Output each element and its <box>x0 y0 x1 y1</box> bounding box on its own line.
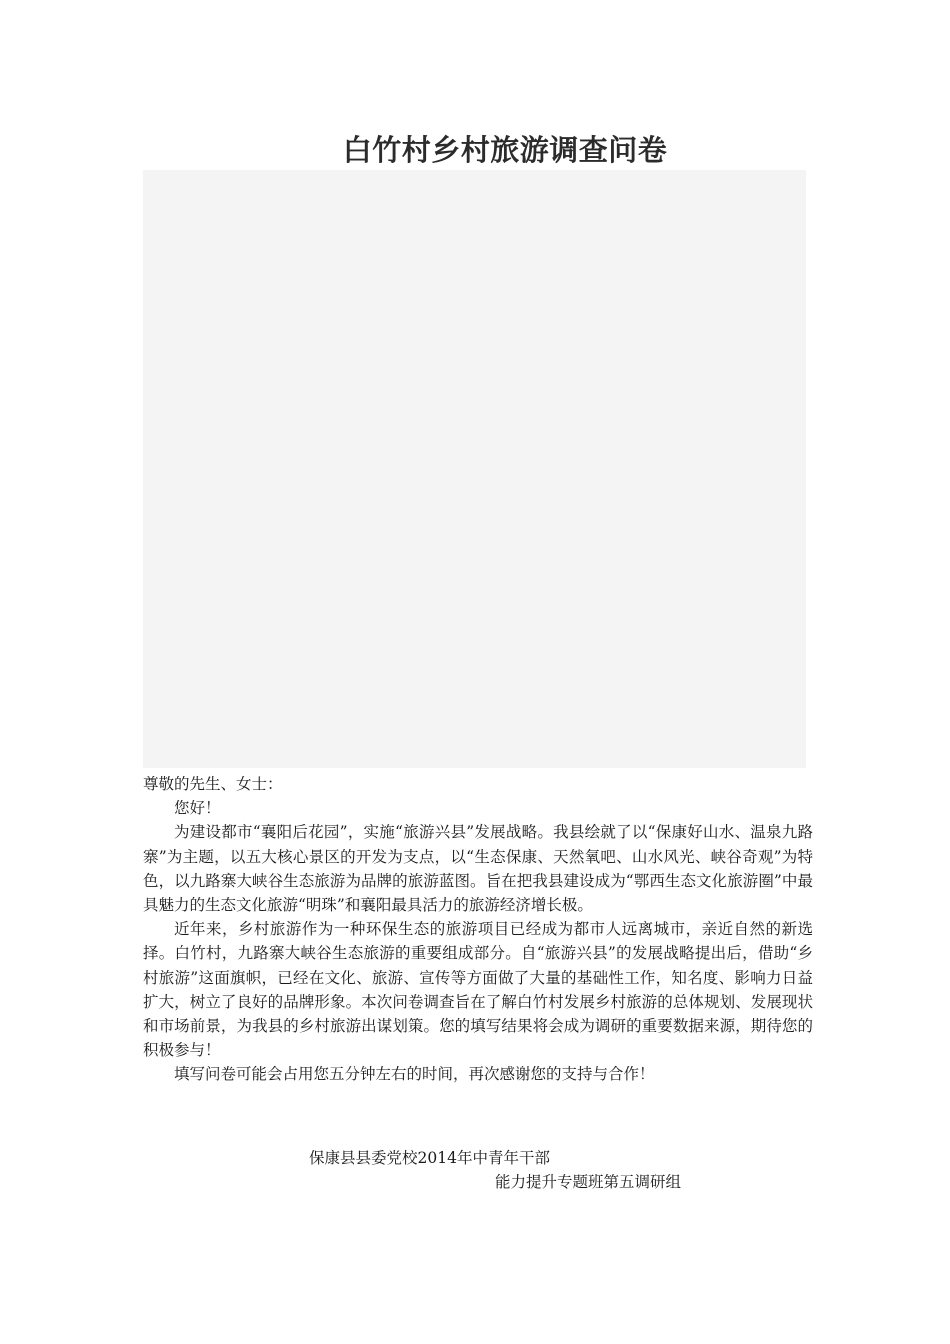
salutation: 尊敬的先生、女士： <box>143 775 283 793</box>
signature-line-2: 能力提升专题班第五调研组 <box>495 1173 682 1191</box>
document-title: 白竹村乡村旅游调查问卷 <box>342 133 668 167</box>
blank-image-placeholder <box>143 170 806 768</box>
paragraph-1: 为建设都市“襄阳后花园”，实施“旅游兴县”发展战略。我县绘就了以“保康好山水、温泉九路寨”为主题，以五大核心景区的开发为支点，以“生态保康、天然氧吧、山水风光、峡谷奇观”为特色，以九路寨大峡谷生态旅游为品牌的旅游蓝图。旨在把我县建设成为“鄂西生态文化旅游圈”中最具魅力的生态文化旅游“明珠”和襄阳最具活力的旅游经济增长极。 <box>143 823 813 915</box>
paragraph-2: 近年来，乡村旅游作为一种环保生态的旅游项目已经成为都市人远离城市，亲近自然的新选择。白竹村，九路寨大峡谷生态旅游的重要组成部分。自“旅游兴县”的发展战略提出后，借助“乡村旅游”这面旗帜，已经在文化、旅游、宣传等方面做了大量的基础性工作，知名度、影响力日益扩大，树立了良好的品牌形象。本次问卷调查旨在了解白竹村发展乡村旅游的总体规划、发展现状和市场前景，为我县的乡村旅游出谋划策。您的填写结果将会成为调研的重要数据来源，期待您的积极参与！ <box>143 920 813 1060</box>
signature-line-1: 保康县县委党校2014年中青年干部 <box>309 1149 550 1167</box>
paragraph-3: 填写问卷可能会占用您五分钟左右的时间，再次感谢您的支持与合作！ <box>174 1065 655 1084</box>
letter-body <box>143 772 813 1087</box>
greeting: 您好！ <box>174 799 221 818</box>
